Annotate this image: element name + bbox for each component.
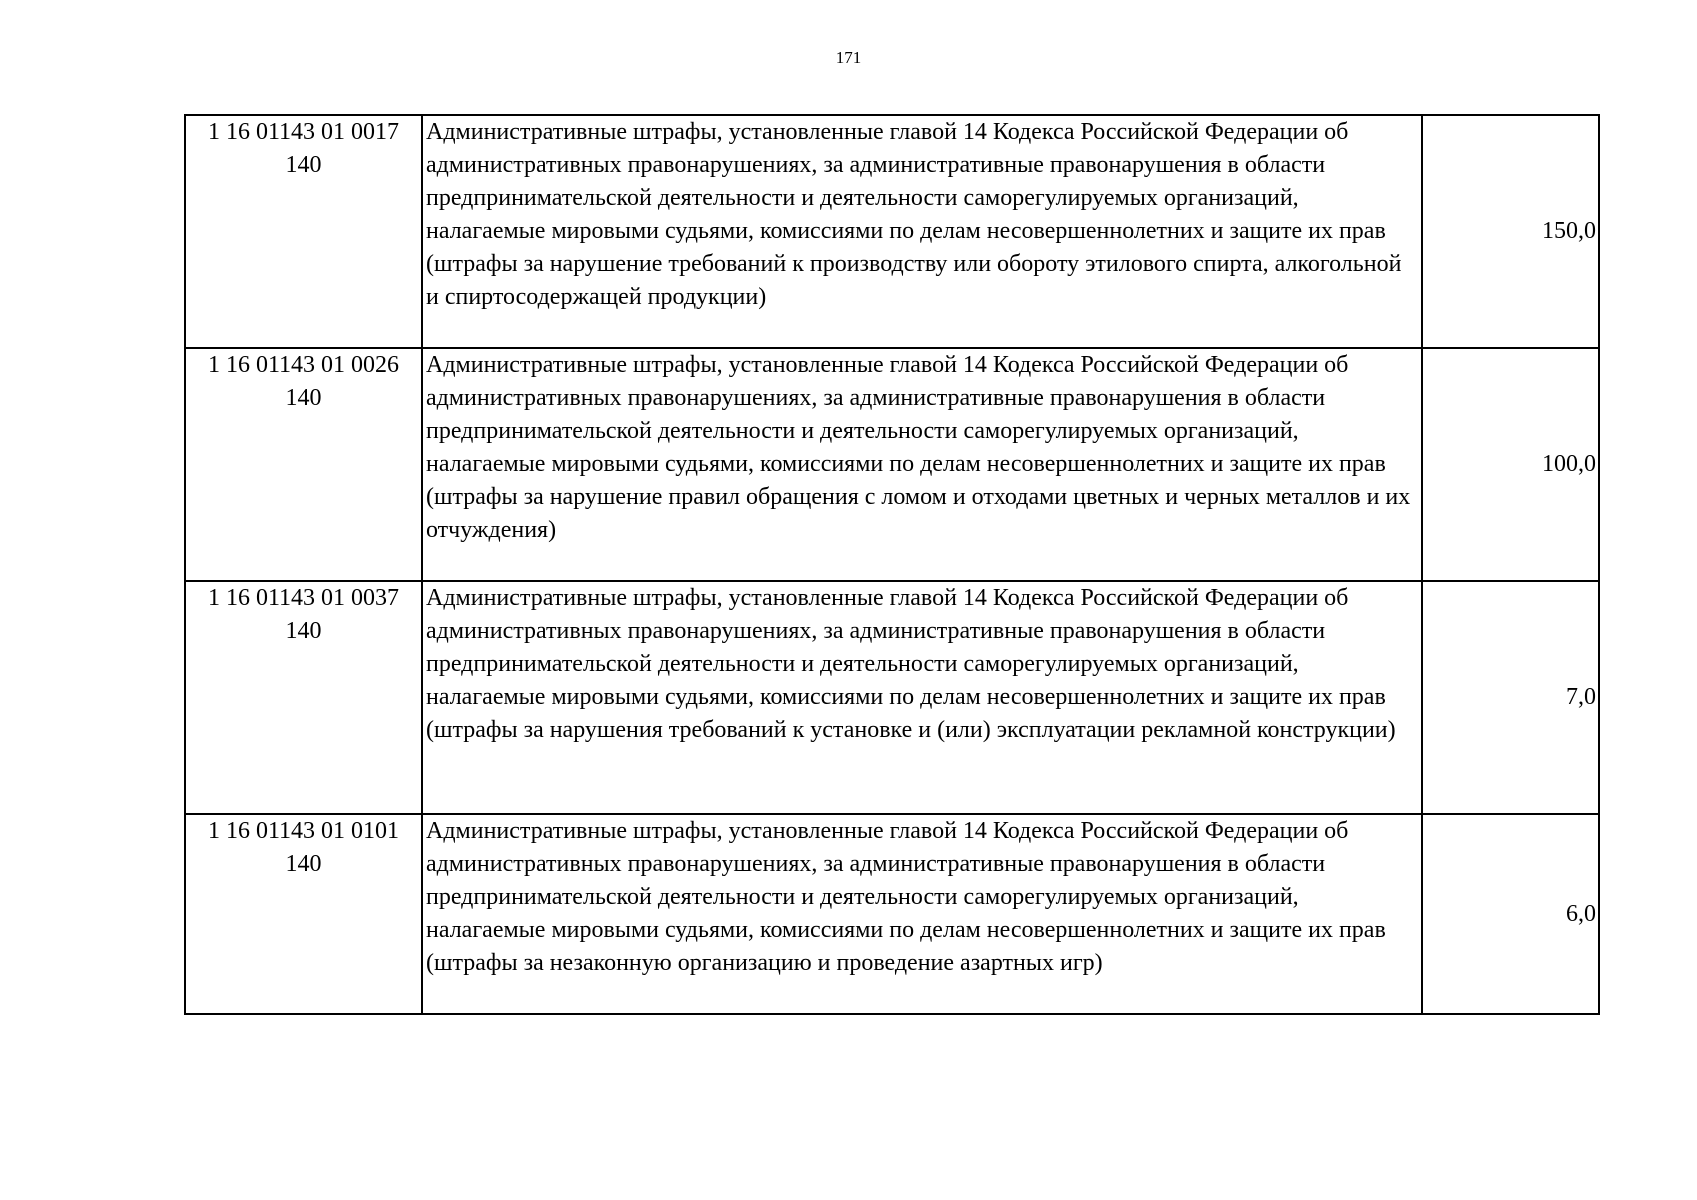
revenue-code-cell bbox=[185, 115, 422, 348]
table-row bbox=[185, 581, 1599, 814]
description-cell: Административные штрафы, установленные главой 14 Кодекса Российской Федерации об административных правонарушениях, за административные правонарушения в области предпринимательской деятельности и деятельности саморегулируемых организаций, налагаемые мировыми судьями, комиссиями по делам несовершеннолетних и защите их прав (штрафы за нарушения требований к установке и (или) эксплуатации рекламной конструкции) bbox=[422, 581, 1422, 814]
budget-revenue-table bbox=[184, 114, 1600, 1015]
revenue-code: 1 16 01143 01 0037 bbox=[207, 585, 400, 611]
revenue-code-suffix: 140 bbox=[285, 385, 322, 411]
amount-cell: 6,0 bbox=[1422, 814, 1599, 1014]
revenue-code-suffix: 140 bbox=[285, 618, 322, 644]
description-cell: Административные штрафы, установленные главой 14 Кодекса Российской Федерации об административных правонарушениях, за административные правонарушения в области предпринимательской деятельности и деятельности саморегулируемых организаций, налагаемые мировыми судьями, комиссиями по делам несовершеннолетних и защите их прав (штрафы за незаконную организацию и проведение азартных игр) bbox=[422, 814, 1422, 1014]
table-row bbox=[185, 115, 1599, 348]
amount-cell: 7,0 bbox=[1422, 581, 1599, 814]
amount-cell: 100,0 bbox=[1422, 348, 1599, 581]
table-row bbox=[185, 348, 1599, 581]
revenue-code-cell bbox=[185, 348, 422, 581]
revenue-code-suffix: 140 bbox=[285, 851, 322, 877]
revenue-code: 1 16 01143 01 0101 bbox=[207, 818, 400, 844]
revenue-code-suffix: 140 bbox=[285, 152, 322, 178]
revenue-code-cell bbox=[185, 814, 422, 1014]
revenue-code: 1 16 01143 01 0017 bbox=[207, 119, 400, 145]
page-number: 171 bbox=[835, 48, 862, 67]
description-cell: Административные штрафы, установленные главой 14 Кодекса Российской Федерации об административных правонарушениях, за административные правонарушения в области предпринимательской деятельности и деятельности саморегулируемых организаций, налагаемые мировыми судьями, комиссиями по делам несовершеннолетних и защите их прав (штрафы за нарушение требований к производству или обороту этилового спирта, алкогольной и спиртосодержащей продукции) bbox=[422, 115, 1422, 348]
revenue-code: 1 16 01143 01 0026 bbox=[207, 352, 400, 378]
revenue-code-cell bbox=[185, 581, 422, 814]
description-cell: Административные штрафы, установленные главой 14 Кодекса Российской Федерации об административных правонарушениях, за административные правонарушения в области предпринимательской деятельности и деятельности саморегулируемых организаций, налагаемые мировыми судьями, комиссиями по делам несовершеннолетних и защите их прав (штрафы за нарушение правил обращения с ломом и отходами цветных и черных металлов и их отчуждения) bbox=[422, 348, 1422, 581]
table-row bbox=[185, 814, 1599, 1014]
amount-cell: 150,0 bbox=[1422, 115, 1599, 348]
